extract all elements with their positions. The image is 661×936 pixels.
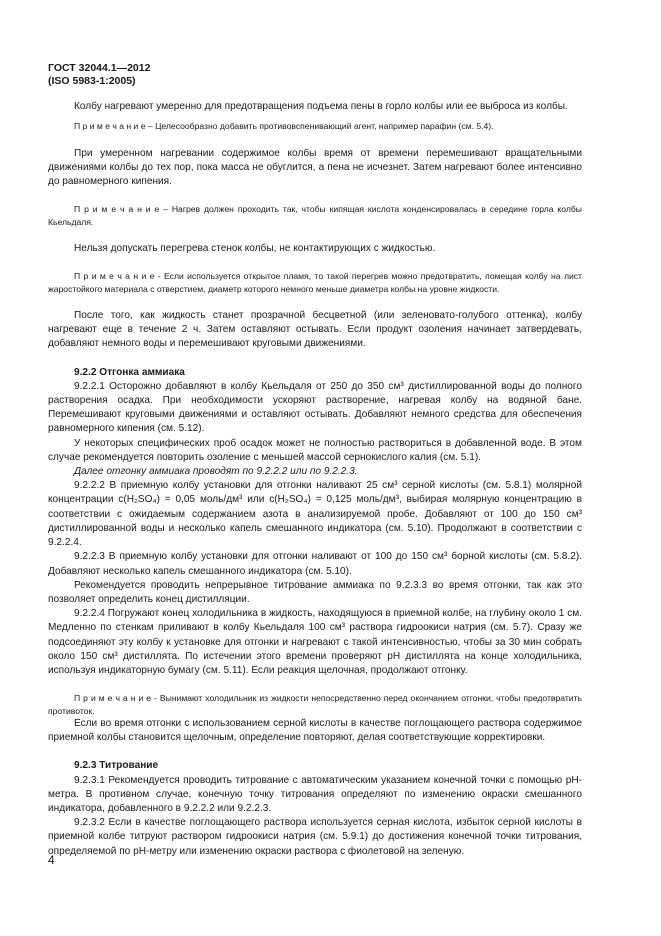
paragraph: При умеренном нагревании содержимое колбы время от времени перемешивают вращательными движениями колбы до тех пор, пока масса не обуглится, а пена не исчезнет. Затем нагревают более интенсивно до равномерного кипения. xyxy=(48,147,582,188)
paragraph: 9.2.3.1 Рекомендуется проводить титрование с автоматическим указанием конечной точки с помощью pH-метра. В противном случае, конечную точку титрования определяют по изменению окраски смешанного индикатора, добавленного в 9.2.2.2 или 9.2.2.3. xyxy=(48,774,582,814)
paragraph: Если во время отгонки с использованием серной кислоты в качестве поглощающего раствора содержимое приемной колбы становится щелочным, определение повторяют, делая соответствующие корректировки. xyxy=(48,717,582,744)
section-heading-9-2-3: 9.2.3 Титрование xyxy=(74,760,159,772)
paragraph: Нельзя допускать перегрева стенок колбы, не контактирующих с жидкостью. xyxy=(74,243,436,255)
standard-number: ГОСТ 32044.1—2012 xyxy=(48,62,151,74)
paragraph: 9.2.2.2 В приемную колбу установки для отгонки наливают 25 см³ серной кислоты (см. 5.8.1) молярной концентрации c(H₂SO₄) = 0,05 моль/дм³ или c(H₂SO₄) = 0,125 моль/дм³, выбирая молярную концентрацию в соответствии с ожидаемым содержанием азота в анализируемой пробе. Добавляют от 100 до 150 см³ дистиллированной воды и несколько капель смешанного индикатора (см. 5.10). Продолжают в соответствии с 9.2.2.4. xyxy=(48,480,582,549)
note: П р и м е ч а н и е – Целесообразно добавить противовспенивающий агент, например парафин (см. 5.4). xyxy=(74,121,494,132)
paragraph: После того, как жидкость станет прозрачной бесцветной (или зеленовато-голубого оттенка), колбу нагревают еще в течение 2 ч. Затем оставляют остывать. Если продукт озоления начинает затвердевать, добавляют немного воды и перемешивают круговыми движениями. xyxy=(48,310,582,350)
note: П р и м е ч а н и е - Вынимают холодильник из жидкости непосредственно перед окончанием отгонки, чтобы предотвратить противоток. xyxy=(48,693,582,716)
paragraph: Рекомендуется проводить непрерывное титрование аммиака по 9.2.3.3 во время отгонки, так как это позволяет определить конец дистилляции. xyxy=(48,579,582,605)
note: П р и м е ч а н и е - Если используется открытое пламя, то такой перегрев можно предотвратить, помещая колбу на лист жаростойкого материала с отверстием, диаметр которого немного меньше диаметра колбы на уровне жидкости. xyxy=(48,271,582,294)
paragraph: 9.2.2.3 В приемную колбу установки для отгонки наливают от 100 до 150 см³ борной кислоты (см. 5.8.2). Добавляют несколько капель смешанного индикатора (см. 5.10). xyxy=(48,551,582,577)
section-heading-9-2-2: 9.2.2 Отгонка аммиака xyxy=(74,366,185,378)
iso-reference: (ISO 5983-1:2005) xyxy=(48,75,136,87)
document-body xyxy=(48,100,582,859)
page-number: 4 xyxy=(48,853,55,867)
document-header xyxy=(48,62,150,88)
paragraph: 9.2.2.4 Погружают конец холодильника в жидкость, находящуюся в приемной колбе, на глубину около 1 см. Медленно по стенкам приливают в колбу Кьельдаля 100 см³ раствора гидроокиси натрия (см. 5.7). Сразу же подсоединяют эту колбу к установке для отгонки и нагревают с такой интенсивностью, чтобы за 30 мин собрать около 150 см³ дистиллята. По истечении этого времени проверяют pH дистиллята на конце холодильника, используя индикаторную бумагу (см. 5.11). Если реакция щелочная, продолжают отгонку. xyxy=(48,608,582,676)
paragraph: Далее отгонку аммиака проводят по 9.2.2.2 или по 9.2.2.3. xyxy=(74,466,358,478)
note: П р и м е ч а н и е – Нагрев должен проходить так, чтобы кипящая кислота конденсировалась в середине горла колбы Кьельдаля. xyxy=(48,204,582,227)
paragraph: 9.2.2.1 Осторожно добавляют в колбу Кьельдаля от 250 до 350 см³ дистиллированной воды до полного растворения осадка. При необходимости ускоряют растворение, нагревая колбу на водяной бане. Перемешивают круговыми движениями и оставляют остывать. Добавляют немного средства для обеспечения равномерного кипения (см. 5.12). xyxy=(48,380,582,435)
paragraph: У некоторых специфических проб осадок может не полностью раствориться в добавленной воде. В этом случае рекомендуется повторить озоление с меньшей массой сернокислого калия (см. 5.1). xyxy=(48,437,582,463)
paragraph: 9.2.3.2 Если в качестве поглощающего раствора используется серная кислота, избыток серной кислоты в приемной колбе титруют раствором гидроокиси натрия (см. 5.9.1) до достижения конечной точки титрования, определяемой по pH-метру или изменению окраски раствора с фиолетовой на зеленую. xyxy=(48,817,582,857)
paragraph: Колбу нагревают умеренно для предотвращения подъема пены в горло колбы или ее выброса из колбы. xyxy=(74,101,568,112)
